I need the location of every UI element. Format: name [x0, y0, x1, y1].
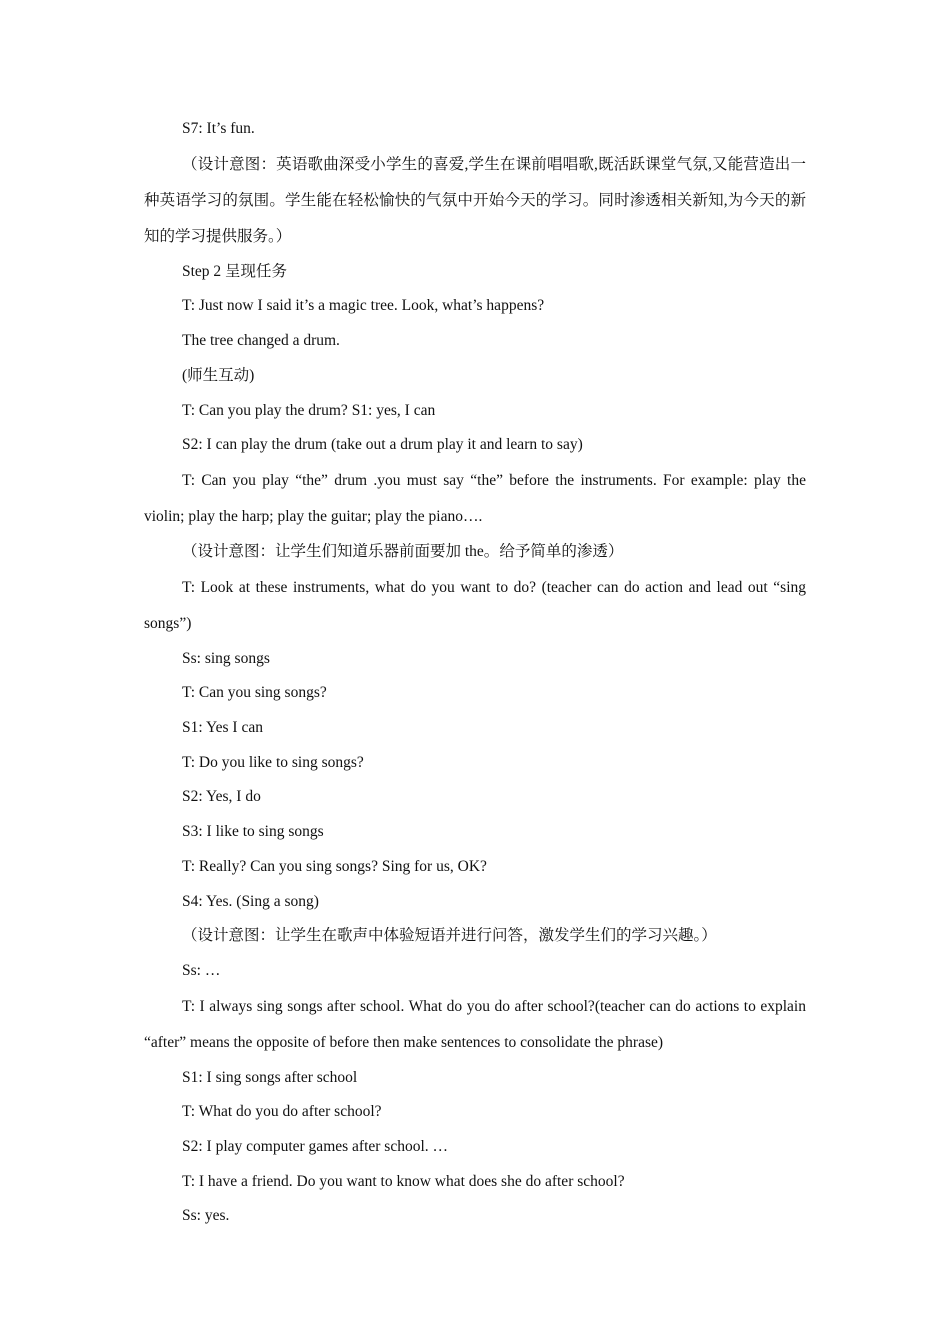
step-heading: Step 2 呈现任务	[182, 262, 288, 280]
dialogue-line: S2: I can play the drum (take out a drum play it and learn to say)	[182, 436, 583, 454]
dialogue-line: T: What do you do after school?	[182, 1103, 382, 1121]
dialogue-paragraph: T: I always sing songs after school. What do you do after school?(teacher can do actions to explain “after” means the opposite of before then make sentences to consolidate the phrase)	[144, 997, 806, 1051]
dialogue-line: S3: I like to sing songs	[182, 823, 324, 841]
activity-label: (师生互动)	[182, 366, 255, 384]
design-intent-note: （设计意图：让学生在歌声中体验短语并进行问答，激发学生们的学习兴趣。）	[182, 927, 717, 945]
dialogue-line: T: Really? Can you sing songs? Sing for us, OK?	[182, 857, 487, 875]
dialogue-line: S7: It’s fun.	[182, 120, 255, 137]
dialogue-line: Ss: yes.	[182, 1207, 230, 1225]
dialogue-line: T: Can you play the drum? S1: yes, I can	[182, 401, 436, 419]
dialogue-line: S1: Yes I can	[182, 719, 263, 737]
dialogue-line: T: I have a friend. Do you want to know what does she do after school?	[182, 1172, 625, 1190]
dialogue-line: S1: I sing songs after school	[182, 1068, 358, 1086]
dialogue-line: T: Do you like to sing songs?	[182, 753, 364, 771]
design-intent-note: （设计意图：让学生们知道乐器前面要加 the。给予简单的渗透）	[182, 542, 624, 560]
dialogue-paragraph: T: Look at these instruments, what do you want to do? (teacher can do action and lead out “sing songs”)	[144, 578, 806, 632]
dialogue-line: T: Can you sing songs?	[182, 684, 327, 702]
dialogue-line: T: Just now I said it’s a magic tree. Look, what’s happens?	[182, 297, 545, 315]
dialogue-line: Ss: …	[182, 961, 221, 979]
design-intent-note: （设计意图：英语歌曲深受小学生的喜爱,学生在课前唱唱歌,既活跃课堂气氛,又能营造出一种英语学习的氛围。学生能在轻松愉快的气氛中开始今天的学习。同时渗透相关新知,为今天的新知的学习提供服务。）	[144, 155, 806, 245]
dialogue-line: The tree changed a drum.	[182, 332, 340, 350]
dialogue-line: S2: I play computer games after school. …	[182, 1138, 449, 1156]
dialogue-line: Ss: sing songs	[182, 649, 270, 667]
dialogue-paragraph: T: Can you play “the” drum .you must say “the” before the instruments. For example: play the violin; play the harp; play the guitar; play the piano….	[144, 471, 806, 525]
dialogue-line: S4: Yes. (Sing a song)	[182, 892, 319, 910]
document-page	[144, 112, 806, 1234]
dialogue-line: S2: Yes, I do	[182, 788, 261, 806]
